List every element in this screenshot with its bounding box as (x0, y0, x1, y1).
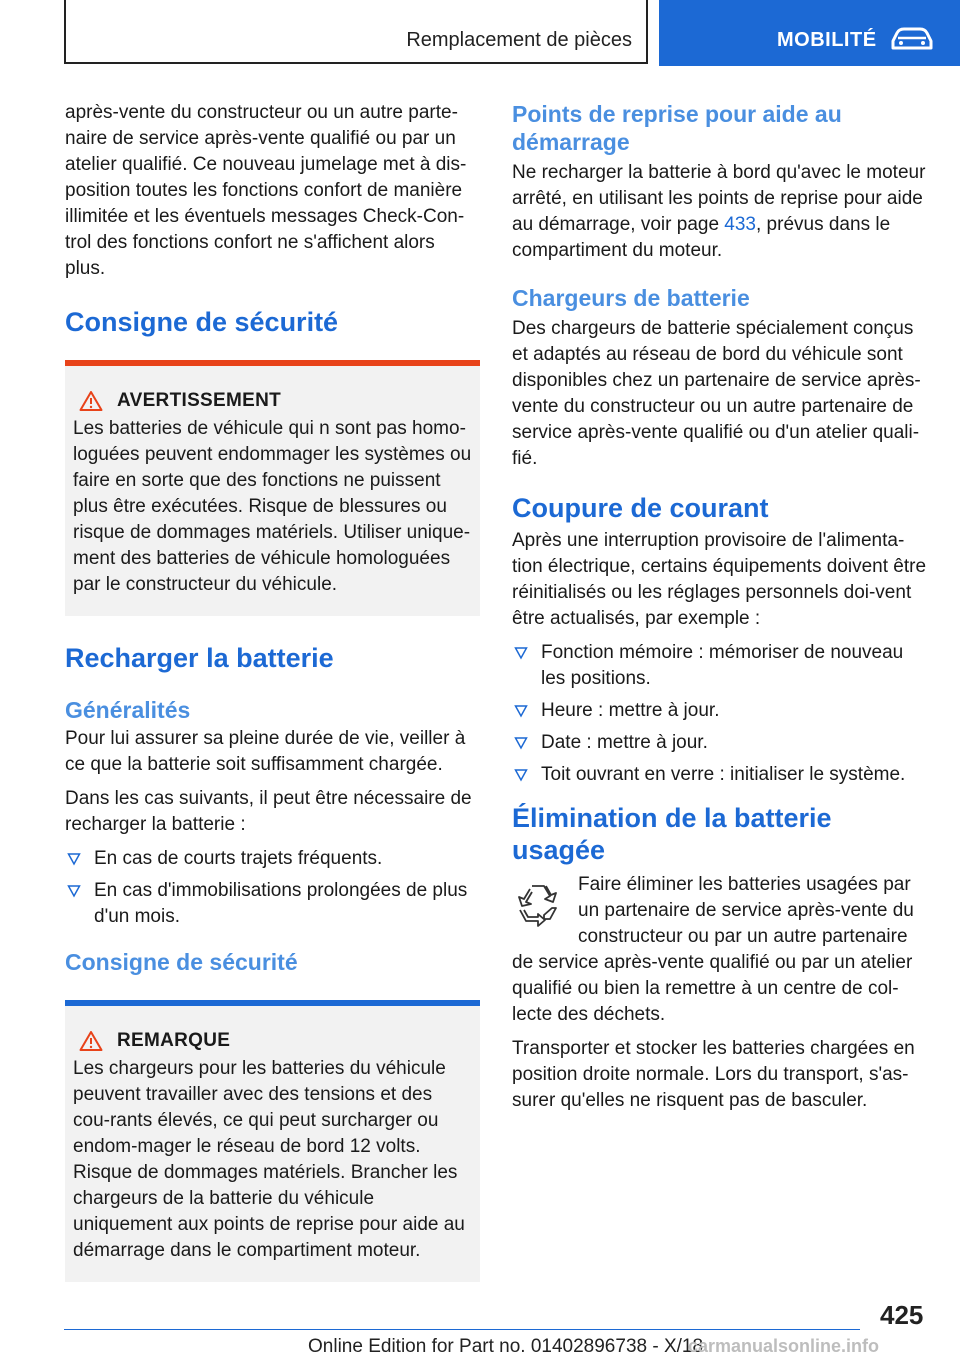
footer-edition: Online Edition for Part no. 01402896738 - X/18 (308, 1336, 704, 1357)
bullet-triangle-icon (67, 884, 81, 898)
chargers-heading: Chargeurs de batterie (512, 285, 750, 311)
right-column (512, 100, 928, 1122)
footer-divider (64, 1329, 860, 1330)
warning-title: AVERTISSEMENT (117, 390, 282, 411)
list-item: Fonction mémoire : mémoriser de nouveau les positions. (512, 640, 928, 692)
recharge-heading: Recharger la batterie (65, 643, 334, 673)
general-paragraph-1: Pour lui assurer sa pleine durée de vie, veiller à ce que la batterie soit suffisamment chargée. (65, 728, 466, 775)
notice-text: Les chargeurs pour les batteries du véhicule peuvent travailler avec des tensions et des cou-rants élevés, ce qui peut surcharger ou endom-mager le réseau de bord 12 volts. Risque de dommages matériels. Brancher les chargeurs de la batterie du véhicule uniquement aux points de reprise pour aide au démarrage dans le compartiment moteur. (73, 1058, 465, 1261)
bullet-triangle-icon (514, 736, 528, 750)
disposal-block (512, 872, 928, 1036)
safety-heading-2: Consigne de sécurité (65, 949, 298, 975)
header-section-box (64, 0, 648, 64)
left-column (65, 100, 480, 1282)
power-cut-heading: Coupure de courant (512, 493, 769, 523)
list-item: Toit ouvrant en verre : initialiser le système. (512, 762, 928, 788)
page-header (0, 0, 960, 66)
car-icon (889, 24, 935, 57)
bullet-triangle-icon (514, 646, 528, 660)
disposal-paragraph: Faire éliminer les batteries usagées par un partenaire de service après-vente du constructeur ou par un autre partenaire de service après-vente qualifié ou par un atelier qualifié ou bien la remettre à un centre de col-lecte des déchets. (512, 874, 914, 1025)
header-chapter-tab (659, 0, 960, 66)
jump-start-heading: Points de reprise pour aide au démarrage (512, 101, 842, 155)
header-chapter-label: MOBILITÉ (777, 29, 877, 51)
warning-triangle-icon (79, 390, 103, 412)
jump-start-paragraph: Ne recharger la batterie à bord qu'avec le moteur arrêté, en utilisant les points de reprise pour aide au démarrage, voir page 433, prévus dans le compartiment du moteur. (512, 162, 926, 261)
general-paragraph-2: Dans les cas suivants, il peut être nécessaire de recharger la batterie : (65, 788, 472, 835)
notice-title: REMARQUE (117, 1030, 231, 1051)
power-cut-list (512, 640, 928, 788)
list-item: En cas de courts trajets fréquents. (65, 846, 480, 872)
watermark: carmanualsonline.info (688, 1336, 880, 1356)
warning-text: Les batteries de véhicule qui n sont pas homo-loguées peuvent endommager les systèmes ou faire en sorte que des fonctions ne puissent plus être exécutées. Risque de blessures ou risque de dommages matériels. Utiliser unique-ment des batteries de véhicule homologuées par le constructeur du véhicule. (73, 418, 472, 595)
list-item: Date : mettre à jour. (512, 730, 928, 756)
list-item: En cas d'immobilisations prolongées de plus d'un mois. (65, 878, 480, 930)
list-item: Heure : mettre à jour. (512, 698, 928, 724)
warning-triangle-icon (79, 1030, 103, 1052)
bullet-triangle-icon (67, 852, 81, 866)
notice-box (65, 1000, 480, 1282)
intro-paragraph: après-vente du constructeur ou un autre parte-naire de service après-vente qualifié ou par un atelier qualifié. Ce nouveau jumelage met à dis-position toutes les fonctions confort de manière illimitée et les éventuels messages Check-Con-trol des fonctions confort ne s'affichent alors plus. (65, 102, 467, 279)
bullet-triangle-icon (514, 704, 528, 718)
safety-heading: Consigne de sécurité (65, 307, 339, 337)
recycle-icon (512, 880, 564, 932)
header-section-title: Remplacement de pièces (406, 29, 632, 51)
recharge-list (65, 846, 480, 930)
page-number: 425 (880, 1300, 924, 1330)
warning-box (65, 360, 480, 616)
bullet-triangle-icon (514, 768, 528, 782)
disposal-heading: Élimination de la batterie usagée (512, 803, 832, 865)
transport-paragraph: Transporter et stocker les batteries chargées en position droite normale. Lors du transport, s'as-surer qu'elles ne risquent pas de basculer. (512, 1038, 915, 1111)
general-heading: Généralités (65, 697, 191, 723)
page-reference-link[interactable]: 433 (724, 214, 756, 235)
chargers-paragraph: Des chargeurs de batterie spécialement conçus et adaptés au réseau de bord du véhicule sont disponibles chez un partenaire de service après-vente du constructeur ou un autre partenaire de service après-vente qualifié ou d'un atelier quali-fié. (512, 318, 921, 469)
power-cut-paragraph: Après une interruption provisoire de l'alimenta-tion électrique, certains équipements doivent être réinitialisés ou les réglages personnels doi-vent être actualisés, par exemple : (512, 530, 927, 629)
